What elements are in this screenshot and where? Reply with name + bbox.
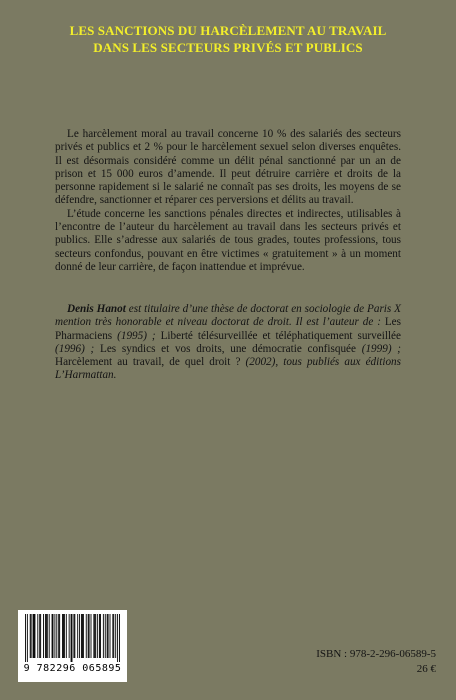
barcode-bar bbox=[71, 614, 72, 662]
barcode-bar bbox=[46, 614, 47, 658]
barcode-bar bbox=[25, 614, 26, 662]
barcode-bar bbox=[39, 614, 40, 658]
barcode-bar bbox=[77, 614, 78, 658]
title-line-1: LES SANCTIONS DU HARCÈLEMENT AU TRAVAIL bbox=[69, 23, 387, 38]
barcode-bar bbox=[115, 614, 116, 658]
barcode-bar bbox=[103, 614, 104, 658]
barcode-bar bbox=[82, 614, 83, 658]
barcode-bar bbox=[43, 614, 44, 658]
barcode-bar bbox=[45, 614, 46, 658]
author-bio bbox=[55, 303, 401, 383]
author-bio-intro: est titulaire d’une thèse de doctorat en sociologie de Paris X mention très honorable et niveau doctorat de droit. Il est l’auteur de : bbox=[55, 303, 401, 329]
barcode-bar bbox=[62, 614, 63, 658]
barcode-bar bbox=[113, 614, 114, 658]
barcode-bar bbox=[66, 614, 67, 658]
barcode-bar bbox=[97, 614, 98, 658]
barcode-bar bbox=[93, 614, 94, 658]
barcode-bar bbox=[52, 614, 53, 658]
work-title-2: Liberté télésurveillée et téléphatiquement surveillée bbox=[155, 329, 401, 342]
barcode-bar bbox=[117, 614, 118, 662]
barcode-bar bbox=[27, 614, 28, 662]
barcode-bar bbox=[37, 614, 38, 658]
barcode-bar bbox=[72, 614, 73, 662]
isbn-number: ISBN : 978-2-296-06589-5 bbox=[316, 648, 436, 660]
barcode-bar bbox=[105, 614, 106, 658]
barcode-bar bbox=[59, 614, 60, 658]
barcode-bar bbox=[74, 614, 75, 658]
work-year-1: (1995) ; bbox=[117, 329, 156, 342]
barcode-bar bbox=[40, 614, 41, 658]
barcode-digits: 9 782296 065895 bbox=[23, 663, 122, 674]
barcode-bar bbox=[108, 614, 109, 658]
book-title bbox=[0, 22, 456, 56]
work-year-2: (1996) ; bbox=[55, 342, 95, 355]
barcode-bar bbox=[49, 614, 50, 658]
work-title-3: Les syndics et vos droits, une démocratie confisquée bbox=[94, 342, 362, 355]
summary-text bbox=[55, 128, 401, 274]
barcode-bar bbox=[107, 614, 108, 658]
work-title-1: Les Pharmaciens bbox=[55, 316, 401, 342]
price: 26 € bbox=[416, 663, 436, 675]
title-line-2: DANS LES SECTEURS PRIVÉS ET PUBLICS bbox=[93, 40, 363, 55]
barcode-bar bbox=[47, 614, 48, 658]
barcode-bar bbox=[56, 614, 57, 658]
barcode-bar bbox=[100, 614, 101, 658]
barcode-bar bbox=[112, 614, 113, 658]
barcode-bar bbox=[31, 614, 32, 658]
barcode-bar bbox=[83, 614, 84, 658]
barcode-bar bbox=[81, 614, 82, 658]
barcode-bar bbox=[88, 614, 89, 658]
barcode-bars bbox=[23, 614, 122, 662]
barcode-bar bbox=[64, 614, 65, 658]
barcode-bar bbox=[79, 614, 80, 658]
barcode-bar bbox=[63, 614, 64, 658]
barcode-bar bbox=[91, 614, 92, 658]
barcode-bar bbox=[119, 614, 120, 662]
barcode-bar bbox=[95, 614, 96, 658]
barcode-bar bbox=[69, 614, 70, 658]
barcode-bar bbox=[33, 614, 34, 658]
barcode-bar bbox=[73, 614, 74, 658]
barcode-bar bbox=[99, 614, 100, 658]
summary-paragraph-1: Le harcèlement moral au travail concerne 10 % des salariés des secteurs privés et publics et 2 % pour le harcèlement sexuel selon diverses enquêtes. Il est désormais considéré comme un délit pénal sanctionné par un an de prison et 15 000 euros d’amende. Il peut détruire carrière et droits de la personne rapidement si le salarié ne connaît pas ses droits, les moyens de se défendre, sanctionner et réparer ces perversions et délits au travail. bbox=[55, 128, 401, 207]
work-year-4: (2002), tous publiés aux éditions L’Harmattan. bbox=[55, 356, 402, 382]
barcode bbox=[18, 610, 127, 682]
barcode-bar bbox=[53, 614, 54, 658]
barcode-bar bbox=[94, 614, 95, 658]
barcode-bar bbox=[35, 614, 36, 658]
barcode-bar bbox=[54, 614, 55, 658]
barcode-bar bbox=[86, 614, 87, 658]
barcode-bar bbox=[110, 614, 111, 658]
work-title-4: Harcèlement au travail, de quel droit ? bbox=[55, 356, 246, 369]
barcode-bar bbox=[89, 614, 90, 658]
barcode-bar bbox=[34, 614, 35, 658]
author-name: Denis Hanot bbox=[67, 303, 126, 315]
barcode-bar bbox=[30, 614, 31, 658]
summary-paragraph-2: L’étude concerne les sanctions pénales directes et indirectes, utilisables à l’encontre de l’auteur du harcèlement au travail dans les secteurs privés et publics. Elle s’adresse aux salariés de tous grades, toutes professions, tous secteurs confondus, pouvant en être victimes « gratuitement » à un moment donné de leur carrière, de façon inattendue et imprévue. bbox=[55, 207, 401, 273]
work-year-3: (1999) ; bbox=[361, 342, 401, 355]
barcode-bar bbox=[58, 614, 59, 658]
